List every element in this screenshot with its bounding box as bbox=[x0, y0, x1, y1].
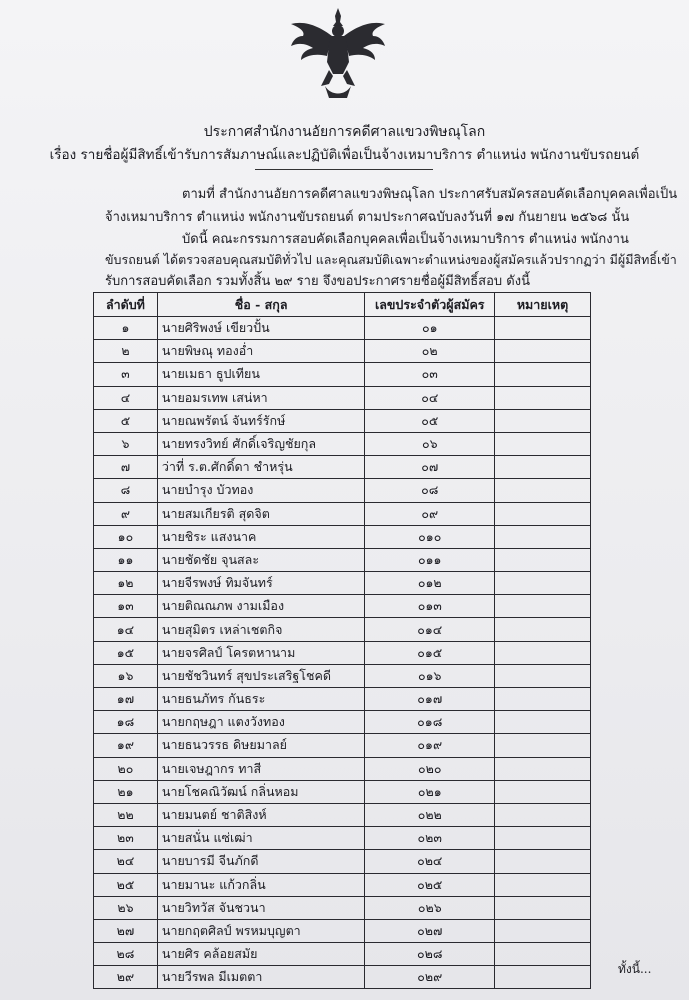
row-order: ๕ bbox=[94, 409, 158, 432]
header-order: ลำดับที่ bbox=[94, 293, 158, 317]
row-applicant-id: ๐๑๕ bbox=[365, 641, 495, 664]
row-order: ๒๙ bbox=[94, 966, 158, 989]
row-applicant-id: ๐๑๓ bbox=[365, 595, 495, 618]
table-row bbox=[94, 943, 591, 966]
table-row bbox=[94, 432, 591, 455]
row-applicant-id: ๐๒๘ bbox=[365, 943, 495, 966]
table-row bbox=[94, 711, 591, 734]
row-remark bbox=[495, 386, 591, 409]
row-order: ๑๕ bbox=[94, 641, 158, 664]
row-order: ๓ bbox=[94, 363, 158, 386]
announcement-subject: เรื่อง รายชื่อผู้มีสิทธิ์เข้ารับการสัมภาษณ์และปฏิบัติเพื่อเป็นจ้างเหมาบริการ ตำแหน่ง พนักงานขับรถยนต์ bbox=[49, 147, 640, 163]
row-order: ๖ bbox=[94, 432, 158, 455]
row-applicant-id: ๐๑ bbox=[365, 317, 495, 340]
row-order: ๑๐ bbox=[94, 525, 158, 548]
row-name: นายจีรพงษ์ ทิมจันทร์ bbox=[157, 572, 364, 595]
row-order: ๙ bbox=[94, 502, 158, 525]
row-applicant-id: ๐๑๗ bbox=[365, 688, 495, 711]
row-remark bbox=[495, 456, 591, 479]
row-applicant-id: ๐๑๑ bbox=[365, 548, 495, 571]
row-order: ๑๗ bbox=[94, 688, 158, 711]
table-header-row bbox=[94, 293, 591, 317]
table-row bbox=[94, 409, 591, 432]
row-order: ๔ bbox=[94, 386, 158, 409]
row-applicant-id: ๐๑๐ bbox=[365, 525, 495, 548]
table-row bbox=[94, 803, 591, 826]
row-remark bbox=[495, 919, 591, 942]
row-order: ๑๘ bbox=[94, 711, 158, 734]
row-remark bbox=[495, 711, 591, 734]
row-applicant-id: ๐๖ bbox=[365, 432, 495, 455]
row-name: นายโชคณิวัฒน์ กลิ่นหอม bbox=[157, 780, 364, 803]
row-applicant-id: ๐๑๒ bbox=[365, 572, 495, 595]
row-name: นายวิทวัส จันชวนา bbox=[157, 896, 364, 919]
row-remark bbox=[495, 502, 591, 525]
row-applicant-id: ๐๗ bbox=[365, 456, 495, 479]
table-row bbox=[94, 873, 591, 896]
candidate-table bbox=[93, 292, 591, 989]
row-name: นายติณณภพ งามเมือง bbox=[157, 595, 364, 618]
continuation-note: ทั้งนี้... bbox=[618, 962, 652, 976]
row-applicant-id: ๐๓ bbox=[365, 363, 495, 386]
paragraph1-line2: จ้างเหมาบริการ ตำแหน่ง พนักงานขับรถยนต์ ตามประกาศฉบับลงวันที่ ๑๗ กันยายน ๒๕๖๘ นั้น bbox=[105, 210, 630, 225]
row-applicant-id: ๐๑๔ bbox=[365, 618, 495, 641]
row-order: ๒๕ bbox=[94, 873, 158, 896]
row-remark bbox=[495, 409, 591, 432]
row-name: นายชัชวินทร์ สุขประเสริฐโชคดี bbox=[157, 664, 364, 687]
row-applicant-id: ๐๔ bbox=[365, 386, 495, 409]
row-name: นายเมธา ธูปเทียน bbox=[157, 363, 364, 386]
paragraph1-line1: ตามที่ สำนักงานอัยการคดีศาลแขวงพิษณุโลก ประกาศรับสมัครสอบคัดเลือกบุคคลเพื่อเป็น bbox=[182, 187, 678, 202]
row-remark bbox=[495, 595, 591, 618]
table-row bbox=[94, 317, 591, 340]
row-applicant-id: ๐๒๙ bbox=[365, 966, 495, 989]
row-name: นายมานะ แก้วกลิ่น bbox=[157, 873, 364, 896]
title-divider bbox=[255, 169, 433, 170]
row-applicant-id: ๐๒ bbox=[365, 340, 495, 363]
row-name: นายเจษฎากร ทาสี bbox=[157, 757, 364, 780]
row-name: นายกฤตศิลป์ พรหมบุญตา bbox=[157, 919, 364, 942]
table-row bbox=[94, 479, 591, 502]
table-row bbox=[94, 618, 591, 641]
row-applicant-id: ๐๙ bbox=[365, 502, 495, 525]
row-remark bbox=[495, 664, 591, 687]
row-applicant-id: ๐๒๐ bbox=[365, 757, 495, 780]
paragraph2-line1: บัดนี้ คณะกรรมการสอบคัดเลือกบุคคลเพื่อเป็นจ้างเหมาบริการ ตำแหน่ง พนักงาน bbox=[182, 232, 629, 247]
row-order: ๑๖ bbox=[94, 664, 158, 687]
row-remark bbox=[495, 688, 591, 711]
row-remark bbox=[495, 757, 591, 780]
row-name: นายศิริพงษ์ เขียวปั้น bbox=[157, 317, 364, 340]
table-row bbox=[94, 780, 591, 803]
row-remark bbox=[495, 363, 591, 386]
row-name: นายบารมี จีนภักดี bbox=[157, 850, 364, 873]
row-applicant-id: ๐๑๘ bbox=[365, 711, 495, 734]
row-name: นายธนวรรธ ดิษยมาลย์ bbox=[157, 734, 364, 757]
row-name: นายวีรพล มีเมตตา bbox=[157, 966, 364, 989]
row-remark bbox=[495, 432, 591, 455]
table-row bbox=[94, 548, 591, 571]
row-applicant-id: ๐๒๗ bbox=[365, 919, 495, 942]
table-row bbox=[94, 734, 591, 757]
row-order: ๑๒ bbox=[94, 572, 158, 595]
row-applicant-id: ๐๒๓ bbox=[365, 827, 495, 850]
table-row bbox=[94, 919, 591, 942]
table-row bbox=[94, 525, 591, 548]
table-row bbox=[94, 827, 591, 850]
row-order: ๗ bbox=[94, 456, 158, 479]
row-applicant-id: ๐๒๖ bbox=[365, 896, 495, 919]
row-order: ๒๘ bbox=[94, 943, 158, 966]
row-applicant-id: ๐๕ bbox=[365, 409, 495, 432]
row-applicant-id: ๐๒๕ bbox=[365, 873, 495, 896]
row-name: นายพิษณุ ทองอ่ำ bbox=[157, 340, 364, 363]
row-remark bbox=[495, 572, 591, 595]
row-applicant-id: ๐๘ bbox=[365, 479, 495, 502]
row-remark bbox=[495, 548, 591, 571]
table-row bbox=[94, 641, 591, 664]
row-name: นายสุมิตร เหล่าเชตกิจ bbox=[157, 618, 364, 641]
garuda-emblem-icon bbox=[283, 6, 393, 102]
row-applicant-id: ๐๒๑ bbox=[365, 780, 495, 803]
header-remark: หมายเหตุ bbox=[495, 293, 591, 317]
row-name: นายบำรุง บัวทอง bbox=[157, 479, 364, 502]
table-row bbox=[94, 386, 591, 409]
row-name: นายจรศิลป์ โครตหานาม bbox=[157, 641, 364, 664]
row-order: ๒๒ bbox=[94, 803, 158, 826]
row-name: นายอมรเทพ เสน่หา bbox=[157, 386, 364, 409]
row-order: ๒๐ bbox=[94, 757, 158, 780]
row-remark bbox=[495, 780, 591, 803]
row-order: ๒๖ bbox=[94, 896, 158, 919]
table-row bbox=[94, 664, 591, 687]
row-applicant-id: ๐๒๔ bbox=[365, 850, 495, 873]
row-remark bbox=[495, 734, 591, 757]
table-row bbox=[94, 966, 591, 989]
row-name: นายศิร คล้อยสมัย bbox=[157, 943, 364, 966]
table-row bbox=[94, 572, 591, 595]
row-order: ๑๓ bbox=[94, 595, 158, 618]
row-name: นายมนตย์ ชาติสิงห์ bbox=[157, 803, 364, 826]
table-row bbox=[94, 595, 591, 618]
row-remark bbox=[495, 873, 591, 896]
row-remark bbox=[495, 896, 591, 919]
row-order: ๑ bbox=[94, 317, 158, 340]
table-row bbox=[94, 757, 591, 780]
table-row bbox=[94, 688, 591, 711]
row-remark bbox=[495, 340, 591, 363]
row-name: นายสนั่น แซ่เฒ่า bbox=[157, 827, 364, 850]
row-remark bbox=[495, 943, 591, 966]
row-remark bbox=[495, 803, 591, 826]
row-order: ๑๔ bbox=[94, 618, 158, 641]
row-name: นายทรงวิทย์ ศักดิ์เจริญชัยกุล bbox=[157, 432, 364, 455]
row-name: นายชัดชัย จุนสละ bbox=[157, 548, 364, 571]
table-row bbox=[94, 502, 591, 525]
row-remark bbox=[495, 827, 591, 850]
row-remark bbox=[495, 850, 591, 873]
row-remark bbox=[495, 317, 591, 340]
row-remark bbox=[495, 479, 591, 502]
row-order: ๒ bbox=[94, 340, 158, 363]
row-remark bbox=[495, 966, 591, 989]
row-applicant-id: ๐๑๖ bbox=[365, 664, 495, 687]
paragraph2-line3: รับการสอบคัดเลือก รวมทั้งสิ้น ๒๙ ราย จึงขอประกาศรายชื่อผู้มีสิทธิ์สอบ ดังนี้ bbox=[105, 274, 530, 289]
row-order: ๒๔ bbox=[94, 850, 158, 873]
table-row bbox=[94, 850, 591, 873]
row-remark bbox=[495, 525, 591, 548]
row-applicant-id: ๐๒๒ bbox=[365, 803, 495, 826]
row-applicant-id: ๐๑๙ bbox=[365, 734, 495, 757]
announcement-title: ประกาศสำนักงานอัยการคดีศาลแขวงพิษณุโลก bbox=[203, 124, 486, 140]
row-name: นายกฤษฎา แตงวังทอง bbox=[157, 711, 364, 734]
row-order: ๒๑ bbox=[94, 780, 158, 803]
header-name: ชื่อ - สกุล bbox=[157, 293, 364, 317]
row-order: ๑๑ bbox=[94, 548, 158, 571]
row-name: นายณพรัตน์ จันทร์รักษ์ bbox=[157, 409, 364, 432]
row-remark bbox=[495, 618, 591, 641]
table-row bbox=[94, 340, 591, 363]
row-order: ๑๙ bbox=[94, 734, 158, 757]
row-remark bbox=[495, 641, 591, 664]
table-row bbox=[94, 363, 591, 386]
row-order: ๒๓ bbox=[94, 827, 158, 850]
paragraph2-line2: ขับรถยนต์ ได้ตรวจสอบคุณสมบัติทั่วไป และคุณสมบัติเฉพาะตำแหน่งของผู้สมัครแล้วปรากฏว่า มีผู้มีสิทธิ์เข้า bbox=[105, 252, 677, 267]
row-order: ๒๗ bbox=[94, 919, 158, 942]
row-name: นายชิระ แสงนาค bbox=[157, 525, 364, 548]
row-name: นายสมเกียรติ สุดจิต bbox=[157, 502, 364, 525]
row-name: ว่าที่ ร.ต.ศักดิ์ดา ชำหรุ่น bbox=[157, 456, 364, 479]
row-order: ๘ bbox=[94, 479, 158, 502]
table-row bbox=[94, 896, 591, 919]
table-row bbox=[94, 456, 591, 479]
header-applicant-id: เลขประจำตัวผู้สมัคร bbox=[365, 293, 495, 317]
row-name: นายธนภัทร กันธระ bbox=[157, 688, 364, 711]
